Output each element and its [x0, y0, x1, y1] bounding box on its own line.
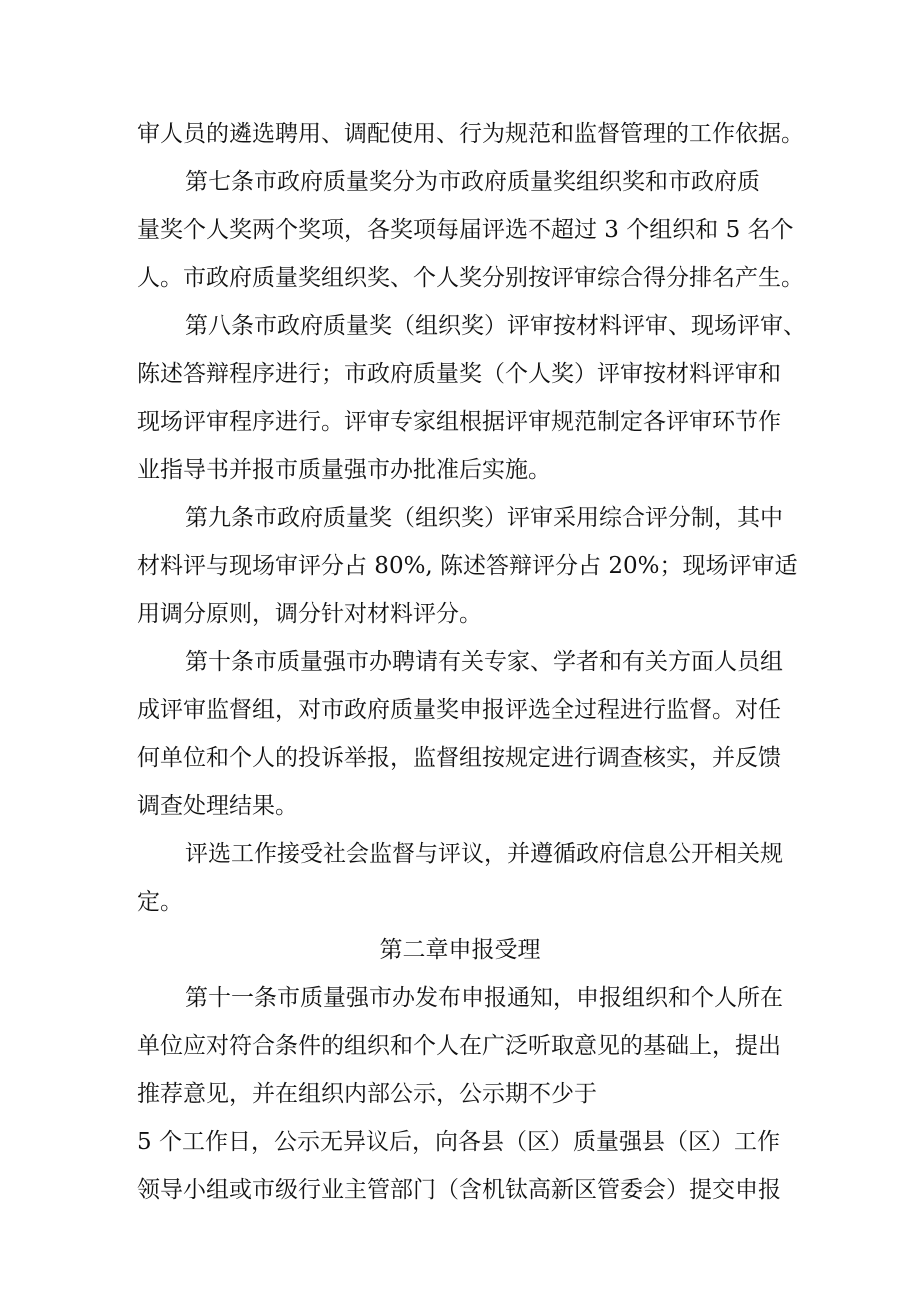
text-line: 材料评与现场审评分占 80%, 陈述答辩评分占 20%；现场评审适 [137, 553, 798, 579]
article-10-start: 第十条市质量强市办聘请有关专家、学者和有关方面人员组 [185, 649, 783, 675]
text-line: 人。市政府质量奖组织奖、个人奖分别按评审综合得分排名产生。 [137, 265, 804, 291]
text-line: 领导小组或市级行业主管部门（含机钛高新区管委会）提交申报 [137, 1177, 781, 1203]
text-line: 推荐意见，并在组织内部公示，公示期不少于 [137, 1081, 597, 1107]
text-line: 审人员的遴选聘用、调配使用、行为规范和监督管理的工作依据。 [137, 121, 804, 147]
text-line: 定。 [137, 889, 183, 915]
text-line: 成评审监督组，对市政府质量奖申报评选全过程进行监督。对任 [137, 697, 781, 723]
text-line: 用调分原则，调分针对材料评分。 [137, 601, 482, 627]
text-line: 量奖个人奖两个奖项，各奖项每届评选不超过 3 个组织和 5 名个 [137, 217, 794, 243]
text-line: 5 个工作日，公示无异议后，向各县（区）质量强县（区）工作 [137, 1129, 780, 1155]
text-line: 现场评审程序进行。评审专家组根据评审规范制定各评审环节作 [137, 409, 781, 435]
text-line: 陈述答辩程序进行；市政府质量奖（个人奖）评审按材料评审和 [137, 361, 781, 387]
text-line: 调查处理结果。 [137, 793, 298, 819]
article-8-start: 第八条市政府质量奖（组织奖）评审按材料评审、现场评审、 [185, 313, 806, 339]
article-9-start: 第九条市政府质量奖（组织奖）评审采用综合评分制，其中 [185, 505, 783, 531]
article-11-start: 第十一条市质量强市办发布申报通知，申报组织和个人所在 [185, 985, 783, 1011]
chapter-heading: 第二章申报受理 [379, 937, 541, 963]
text-line: 何单位和个人的投诉举报，监督组按规定进行调查核实，并反馈 [137, 745, 781, 771]
text-line: 业指导书并报市质量强市办批准后实施。 [137, 457, 551, 483]
paragraph-start: 评选工作接受社会监督与评议，并遵循政府信息公开相关规 [185, 841, 783, 867]
article-7-start: 第七条市政府质量奖分为市政府质量奖组织奖和市政府质 [185, 169, 760, 195]
text-line: 单位应对符合条件的组织和个人在广泛听取意见的基础上，提出 [137, 1033, 781, 1059]
